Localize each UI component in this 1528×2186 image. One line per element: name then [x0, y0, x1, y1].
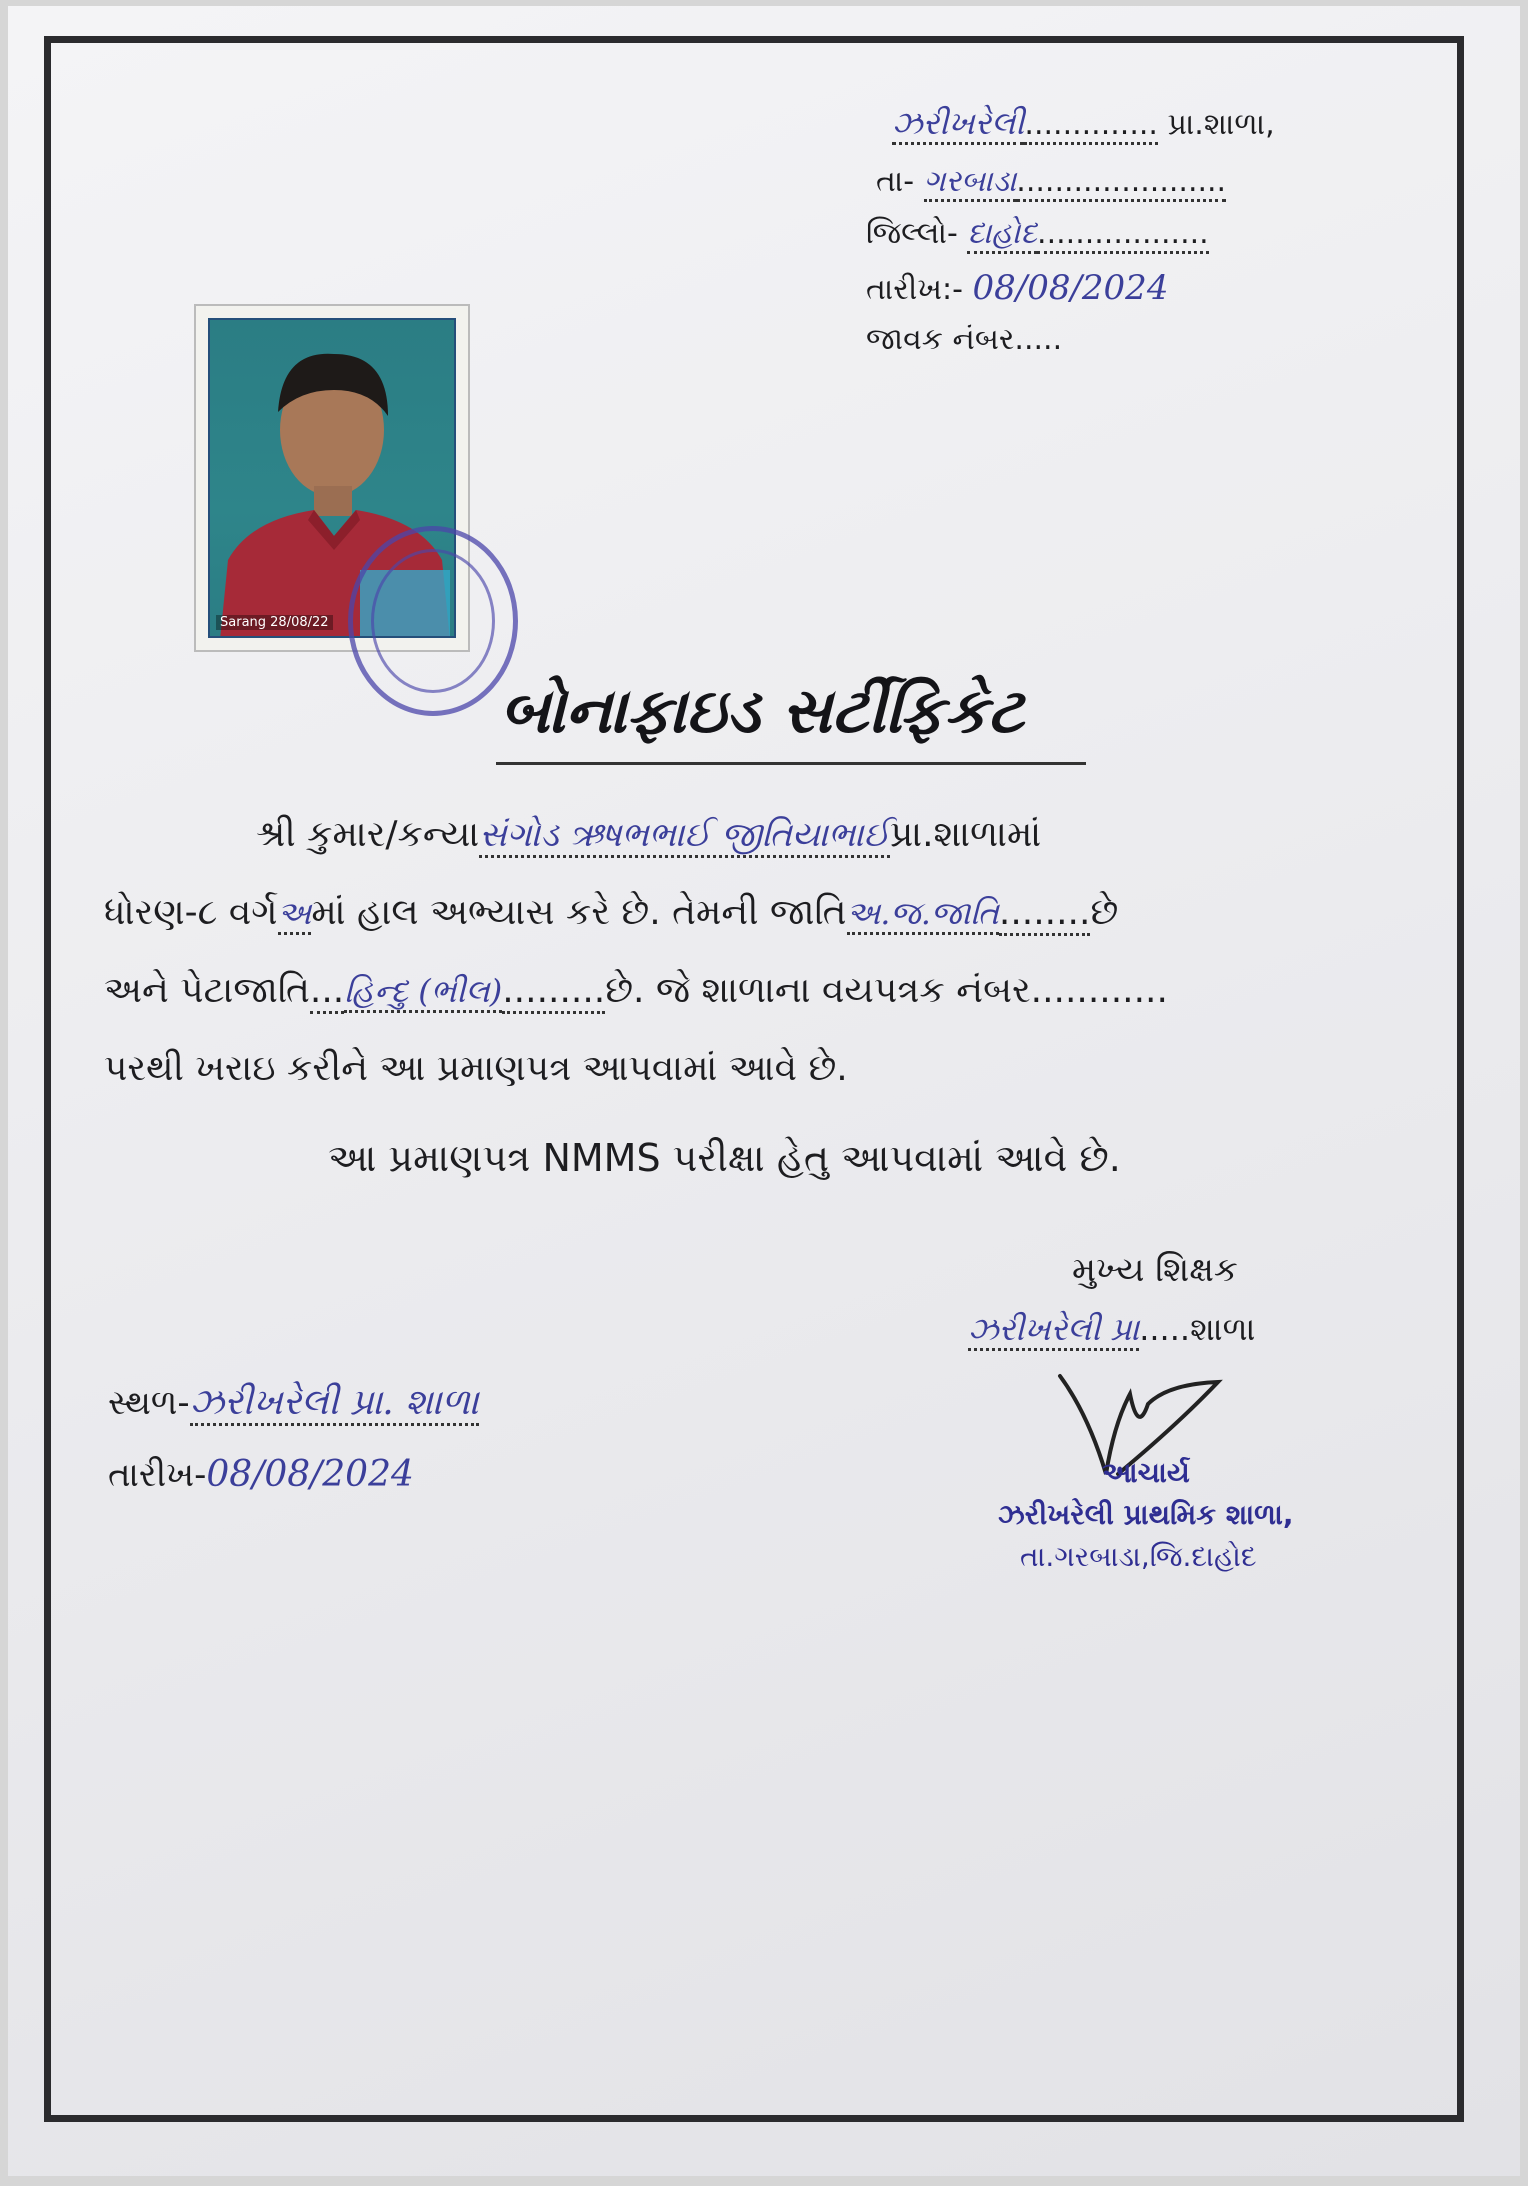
- header-school-line: ઝરીખરેલી.............. પ્રા.શાળા,: [892, 104, 1275, 143]
- header-date-line: [866, 268, 1168, 308]
- line1-suffix: પ્રા.શાળામાં: [889, 814, 1042, 855]
- header-taluka-value: ગરબાડા: [924, 164, 1017, 202]
- line3-prefix: અને પેટાજાતિ: [104, 970, 310, 1011]
- signature-school-suffix: .....શાળા: [1139, 1310, 1256, 1348]
- student-caste: અ.જ.જાતિ: [847, 894, 999, 935]
- student-name: સંગોડ ઋષભભાઈ જીતિયાભાઈ: [479, 815, 890, 858]
- header-taluka-line: તા- ગરબાડા......................: [876, 164, 1226, 199]
- body-line-4: પરથી ખરાઇ કરીને આ પ્રમાણપત્ર આપવામાં આવે છે.: [104, 1048, 848, 1089]
- header-district-line: જિલ્લો- દાહોદ..................: [866, 216, 1209, 251]
- school-round-stamp: [348, 526, 518, 716]
- place-line: [108, 1382, 479, 1424]
- body-line-2: ધોરણ-૮ વર્ગઅમાં હાલ અભ્યાસ કરે છે. તેમની જાતિઅ.જ.જાતિ........છે: [104, 892, 1118, 934]
- certificate-title: બોનાફાઇડ સર્ટીફિકેટ: [500, 674, 1024, 747]
- line2-suffix: છે: [1090, 892, 1119, 933]
- header-taluka-label: તા-: [876, 164, 915, 199]
- place-value: ઝરીખરેલી પ્રા. શાળા: [190, 1382, 479, 1426]
- footer-date-value: 08/08/2024: [206, 1454, 414, 1495]
- header-school-name: ઝરીખરેલી: [892, 104, 1024, 145]
- body-line-5: આ પ્રમાણપત્ર NMMS પરીક્ષા હેતુ આપવામાં આવે છે.: [328, 1136, 1121, 1180]
- class-division: અ: [278, 894, 312, 935]
- stamp-title: આચાર્ય: [1102, 1456, 1190, 1489]
- line1-prefix: શ્રી કુમાર/કન્યા: [256, 814, 480, 855]
- body-line-3: અને પેટાજાતિ...હિન્દુ (ભીલ).........છે. જે શાળાના વયપત્રક નંબર............: [104, 970, 1168, 1012]
- place-label: સ્થળ-: [108, 1383, 190, 1423]
- header-school-suffix: પ્રા.શાળા,: [1167, 107, 1275, 142]
- footer-date-label: તારીખ-: [108, 1455, 207, 1495]
- head-teacher-label: મુખ્ય શિક્ષક: [1072, 1250, 1238, 1290]
- stamp-address: તા.ગરબાડા,જિ.દાહોદ: [1020, 1540, 1257, 1573]
- header-date-label: તારીખ:-: [866, 272, 963, 307]
- title-underline: [496, 762, 1086, 765]
- line2-middle: માં હાલ અભ્યાસ કરે છે. તેમની જાતિ: [311, 892, 847, 933]
- student-subcaste: હિન્દુ (ભીલ): [344, 972, 502, 1013]
- certificate-paper: [8, 6, 1520, 2176]
- header-outward-number: જાવક નંબર.....: [866, 322, 1063, 357]
- line2-prefix: ધોરણ-૮ વર્ગ: [104, 892, 278, 933]
- footer-date-line: [108, 1454, 414, 1495]
- stamp-school-name: ઝરીખરેલી પ્રાથમિક શાળા,: [998, 1498, 1294, 1531]
- header-district-label: જિલ્લો-: [866, 216, 958, 251]
- signature-school-name: ઝરીખરેલી પ્રા: [968, 1310, 1139, 1351]
- body-line-1: [256, 814, 1041, 856]
- header-date-value: 08/08/2024: [972, 268, 1169, 308]
- header-district-value: દાહોદ: [967, 216, 1037, 254]
- photo-caption: Sarang 28/08/22: [216, 615, 333, 630]
- signature-school-line: [968, 1310, 1255, 1349]
- line3-suffix: છે. જે શાળાના વયપત્રક નંબર............: [605, 970, 1168, 1011]
